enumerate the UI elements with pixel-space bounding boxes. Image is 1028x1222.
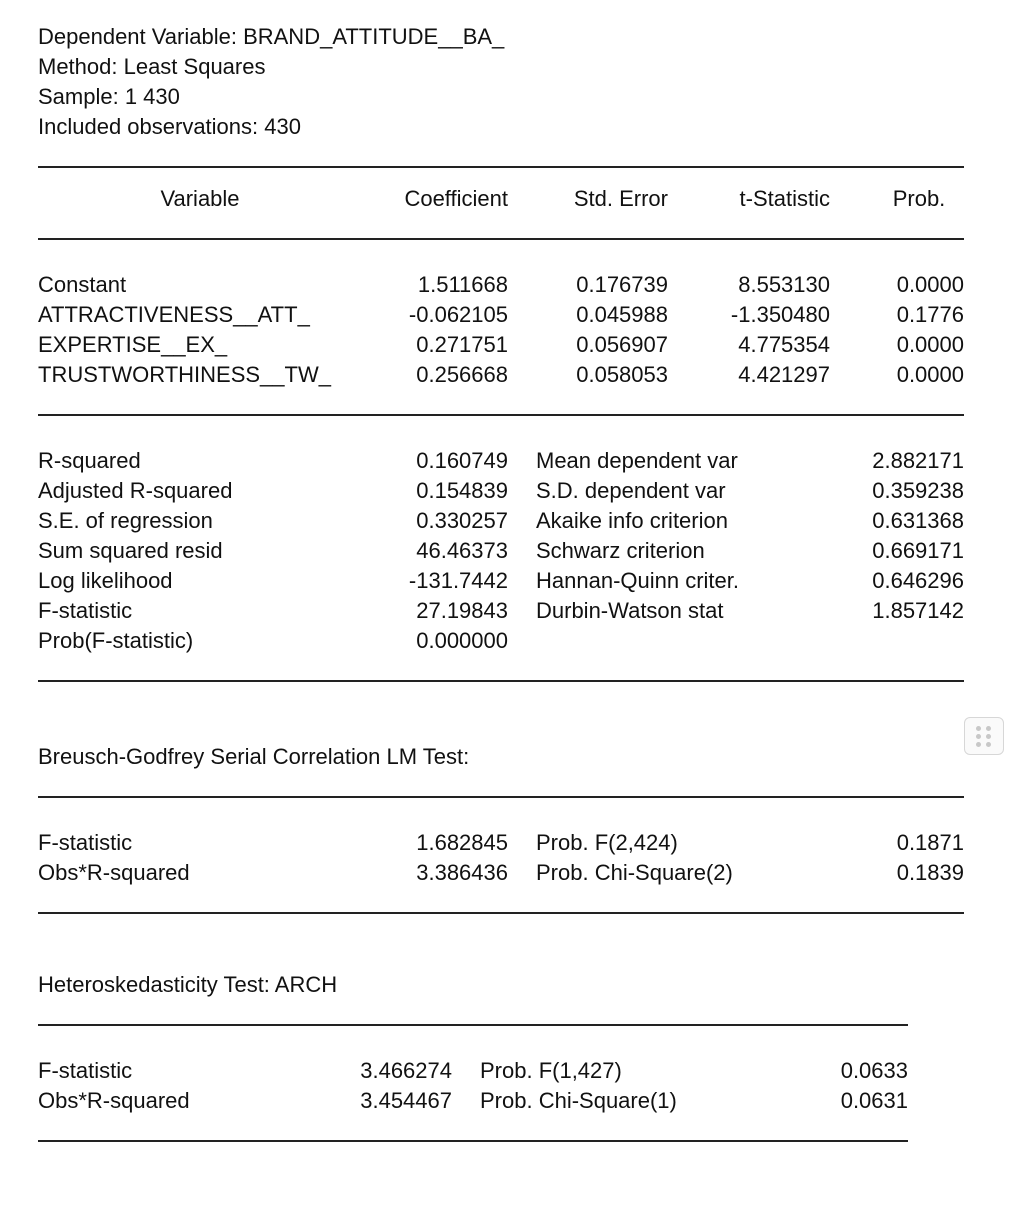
stat-value: 1.857142 (872, 598, 964, 623)
coefficient-value: 1.511668 (417, 272, 508, 297)
stat-value: 1.682845 (416, 830, 508, 855)
stat-row (38, 536, 964, 566)
prob-value: 0.0000 (896, 332, 964, 357)
stat-label: Obs*R-squared (38, 1088, 190, 1113)
dependent-variable: Dependent Variable: BRAND_ATTITUDE__BA_ (38, 24, 505, 49)
arch-test-title: Heteroskedasticity Test: ARCH (38, 972, 338, 997)
prob-value: 0.0000 (896, 272, 964, 297)
stat-value: 0.330257 (416, 508, 508, 533)
stat-value: -131.7442 (408, 568, 508, 593)
stat-value: 0.1871 (896, 830, 964, 855)
stat-label: F-statistic (38, 830, 133, 855)
stat-row (38, 596, 964, 626)
stat-label: F-statistic (38, 598, 133, 623)
coef-table-body (38, 270, 964, 390)
table-row (38, 330, 964, 360)
col-header-prob: Prob. (892, 186, 946, 211)
drag-handle-icon[interactable] (964, 717, 1004, 755)
stat-row (38, 626, 964, 656)
variable-name: TRUSTWORTHINESS__TW_ (38, 362, 331, 387)
stat-label: Durbin-Watson stat (536, 598, 724, 623)
stat-row (38, 858, 964, 888)
stat-row (38, 828, 964, 858)
stat-row (38, 1056, 964, 1086)
stat-label: Schwarz criterion (536, 538, 705, 563)
stat-value: 46.46373 (416, 538, 508, 563)
stat-label: Prob. Chi-Square(1) (480, 1088, 677, 1113)
col-header-t-statistic: t-Statistic (739, 186, 830, 211)
stat-value: 0.154839 (416, 478, 508, 503)
divider (38, 1140, 908, 1142)
stat-label: Mean dependent var (536, 448, 738, 473)
table-row (38, 300, 964, 330)
stat-label: Adjusted R-squared (38, 478, 233, 503)
stat-value: 27.19843 (416, 598, 508, 623)
coefficient-value: 0.271751 (416, 332, 508, 357)
std-error-value: 0.056907 (576, 332, 668, 357)
arch-test-table (38, 1056, 964, 1116)
stat-label: Prob. F(1,427) (480, 1058, 622, 1083)
stat-row (38, 506, 964, 536)
table-row (38, 270, 964, 300)
stat-value: 0.669171 (872, 538, 964, 563)
prob-value: 0.0000 (896, 362, 964, 387)
coefficient-value: -0.062105 (408, 302, 508, 327)
stat-label: F-statistic (38, 1058, 133, 1083)
stat-label: Sum squared resid (38, 538, 223, 563)
stat-label: S.D. dependent var (536, 478, 726, 503)
regression-output (38, 22, 964, 1142)
std-error-value: 0.045988 (576, 302, 668, 327)
variable-name: EXPERTISE__EX_ (38, 332, 228, 357)
col-header-variable: Variable (160, 186, 240, 211)
stat-value: 2.882171 (872, 448, 964, 473)
stat-row (38, 566, 964, 596)
stat-value: 0.646296 (872, 568, 964, 593)
coef-table-header (38, 184, 964, 214)
std-error-value: 0.058053 (576, 362, 668, 387)
t-statistic-value: -1.350480 (730, 302, 830, 327)
variable-name: ATTRACTIVENESS__ATT_ (38, 302, 310, 327)
col-header-std-error: Std. Error (573, 186, 668, 211)
bg-test-table (38, 828, 964, 888)
stat-value: 0.0633 (840, 1058, 908, 1083)
t-statistic-value: 4.775354 (738, 332, 830, 357)
stat-value: 0.1839 (896, 860, 964, 885)
t-statistic-value: 8.553130 (738, 272, 830, 297)
stat-value: 3.466274 (360, 1058, 452, 1083)
coefficient-value: 0.256668 (416, 362, 508, 387)
prob-value: 0.1776 (896, 302, 964, 327)
std-error-value: 0.176739 (576, 272, 668, 297)
stat-value: 0.359238 (872, 478, 964, 503)
included-observations: Included observations: 430 (38, 114, 301, 139)
stat-row (38, 446, 964, 476)
summary-stats (38, 446, 964, 656)
table-row (38, 360, 964, 390)
stat-row (38, 1086, 964, 1116)
stat-row (38, 476, 964, 506)
stat-label: Log likelihood (38, 568, 173, 593)
header-block (38, 22, 964, 142)
stat-value: 0.160749 (416, 448, 508, 473)
stat-value: 3.454467 (360, 1088, 452, 1113)
stat-label: S.E. of regression (38, 508, 213, 533)
stat-value: 0.0631 (840, 1088, 908, 1113)
stat-label: Obs*R-squared (38, 860, 190, 885)
stat-label: R-squared (38, 448, 141, 473)
bg-test-title: Breusch-Godfrey Serial Correlation LM Test: (38, 744, 470, 769)
variable-name: Constant (38, 272, 127, 297)
stat-value: 0.631368 (872, 508, 964, 533)
col-header-coefficient: Coefficient (404, 186, 508, 211)
stat-value: 0.000000 (416, 628, 508, 653)
stat-label: Prob. Chi-Square(2) (536, 860, 733, 885)
sample: Sample: 1 430 (38, 84, 180, 109)
stat-label: Akaike info criterion (536, 508, 728, 533)
method: Method: Least Squares (38, 54, 266, 79)
stat-label: Prob(F-statistic) (38, 628, 194, 653)
stat-value: 3.386436 (416, 860, 508, 885)
stat-label: Hannan-Quinn criter. (536, 568, 739, 593)
stat-label: Prob. F(2,424) (536, 830, 678, 855)
t-statistic-value: 4.421297 (738, 362, 830, 387)
